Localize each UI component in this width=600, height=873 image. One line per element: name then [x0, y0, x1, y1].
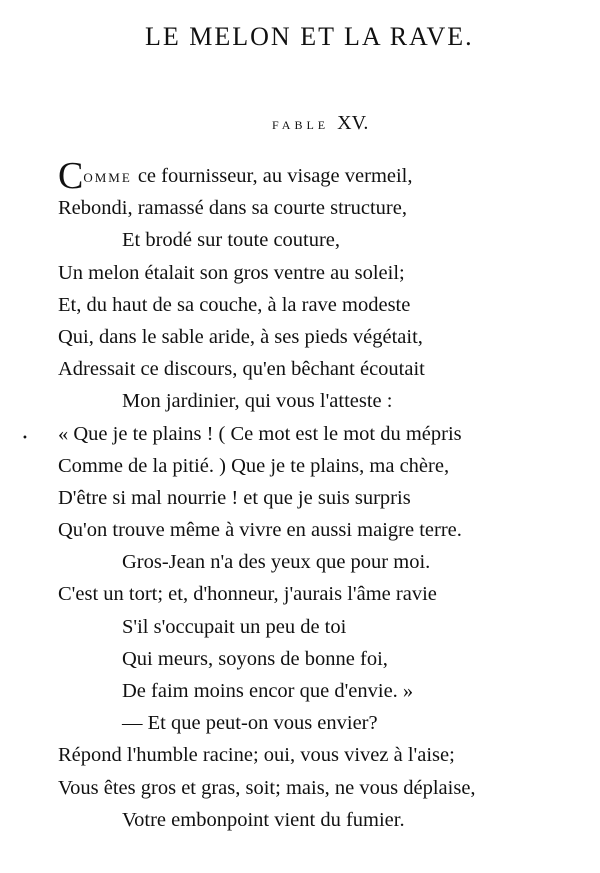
poem-line: C'est un tort; et, d'honneur, j'aurais l'âme ravie [58, 583, 437, 606]
poem-line: D'être si mal nourrie ! et que je suis surpris [58, 486, 411, 509]
poem-line: Comme de la pitié. ) Que je te plains, ma chère, [58, 454, 450, 477]
poem-line: Qui meurs, soyons de bonne foi, [122, 647, 388, 670]
poem-line: Et, du haut de sa couche, à la rave modeste [58, 293, 411, 316]
poem-line: Un melon étalait son gros ventre au soleil; [58, 261, 405, 284]
poem-line: S'il s'occupait un peu de toi [122, 615, 347, 638]
fable-label: FABLE [272, 118, 330, 132]
stray-ink-mark: • [22, 433, 28, 444]
poem-line [0, 155, 600, 197]
fable-number [272, 112, 368, 135]
poem-line: Et brodé sur toute couture, [122, 229, 341, 252]
poem-line: Qu'on trouve même à vivre en aussi maigre terre. [58, 519, 462, 542]
poem-line: Répond l'humble racine; oui, vous vivez à l'aise; [58, 744, 455, 767]
poem-line: Qui, dans le sable aride, à ses pieds végétait, [58, 325, 423, 348]
poem-line: Rebondi, ramassé dans sa courte structure, [58, 197, 407, 220]
drop-cap: C [58, 155, 84, 197]
poem-line: Vous êtes gros et gras, soit; mais, ne vous déplaise, [58, 776, 476, 799]
first-word-smallcaps: OMME [83, 170, 132, 185]
poem-line: Adressait ce discours, qu'en bêchant écoutait [58, 358, 425, 381]
first-line-text: ce fournisseur, au visage vermeil, [137, 165, 413, 187]
fable-title: LE MELON ET LA RAVE. [145, 22, 474, 51]
fable-roman-numeral: XV. [337, 112, 369, 134]
poem-line: — Et que peut-on vous envier? [122, 712, 378, 735]
poem-body [0, 155, 600, 836]
poem-line: De faim moins encor que d'envie. » [122, 680, 414, 702]
poem-line: Gros-Jean n'a des yeux que pour moi. [122, 551, 431, 574]
poem-line: « Que je te plains ! ( Ce mot est le mot du mépris [58, 422, 462, 445]
poem-line: Mon jardinier, qui vous l'atteste : [122, 390, 393, 413]
poem-line: Votre embonpoint vient du fumier. [122, 808, 405, 831]
